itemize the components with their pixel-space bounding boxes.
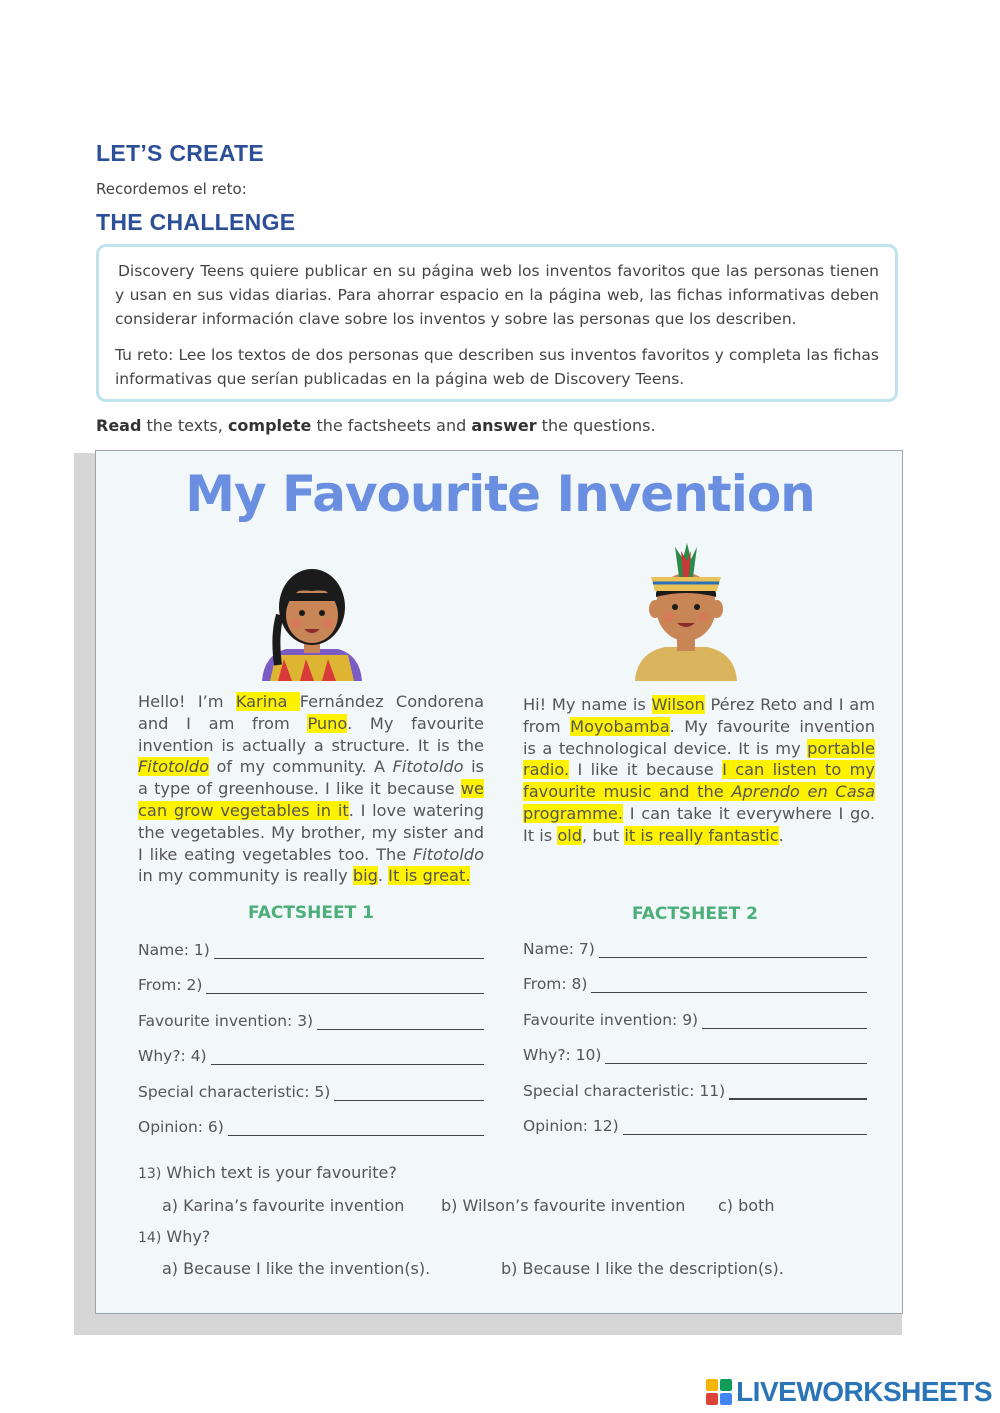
- fs2-opinion-label: Opinion: 12): [523, 1117, 619, 1135]
- karina-s7: in my community is really: [138, 866, 353, 886]
- instruction-line: [96, 416, 656, 435]
- q14-number: 14): [138, 1230, 162, 1246]
- karina-s3: . My favourite invention is actually a structure. It is the: [138, 713, 484, 755]
- question-13: [138, 1163, 397, 1182]
- wilson-why-highlight-1: I can listen to my favourite music and the: [523, 760, 875, 802]
- fs2-special-field[interactable]: [523, 1082, 867, 1100]
- fs1-special-label: Special characteristic: 5): [138, 1083, 331, 1101]
- wilson-s5: I can take it everywhere I go. It is: [523, 803, 875, 845]
- instr-text-1: the texts,: [141, 416, 228, 435]
- q14-text: Why?: [161, 1227, 211, 1246]
- logo-square-3: [706, 1393, 718, 1405]
- wilson-place-highlight: Moyobamba: [570, 716, 670, 736]
- fs2-from-label: From: 8): [523, 975, 588, 993]
- wilson-s4: I like it because: [569, 760, 723, 780]
- fs2-invention-label: Favourite invention: 9): [523, 1011, 699, 1029]
- fs1-invention-label: Favourite invention: 3): [138, 1012, 314, 1030]
- fs1-invention-field[interactable]: [138, 1012, 484, 1030]
- fs2-invention-line[interactable]: [702, 1014, 867, 1029]
- karina-inv3: Fitotoldo: [413, 844, 484, 864]
- karina-s2: Fernández Condorena and I am from: [138, 692, 485, 733]
- q14-option-a[interactable]: a) Because I like the invention(s).: [162, 1259, 431, 1278]
- fs1-opinion-field[interactable]: [138, 1118, 484, 1136]
- karina-opinion-highlight: It is great.: [388, 866, 471, 886]
- karina-why-highlight: we can grow vegetables in it: [138, 779, 484, 820]
- wilson-invention-highlight: portable radio.: [523, 738, 875, 780]
- instr-text-2: the factsheets and: [311, 416, 472, 435]
- q13-option-c[interactable]: c) both: [718, 1196, 775, 1215]
- instr-complete: complete: [227, 416, 312, 435]
- fs1-special-field[interactable]: [138, 1083, 484, 1101]
- fs1-from-label: From: 2): [138, 976, 203, 994]
- wilson-s1: Hi! My name is: [523, 695, 652, 714]
- fs2-special-label: Special characteristic: 11): [523, 1082, 726, 1100]
- q13-option-b[interactable]: b) Wilson’s favourite invention: [441, 1196, 686, 1215]
- karina-illustration: [256, 555, 368, 681]
- fs2-invention-field[interactable]: [523, 1011, 867, 1029]
- fs1-name-line[interactable]: [214, 944, 484, 959]
- karina-invention-highlight: Fitotoldo: [138, 757, 209, 777]
- fs1-opinion-label: Opinion: 6): [138, 1118, 224, 1136]
- karina-s4: of my community. A: [209, 757, 393, 777]
- wilson-s3: . My favourite invention is a technological device. It is my: [523, 716, 875, 758]
- wilson-s6: , but: [582, 825, 625, 845]
- fs2-opinion-line[interactable]: [623, 1120, 867, 1135]
- fs1-invention-line[interactable]: [317, 1015, 484, 1030]
- fs2-name-field[interactable]: [523, 940, 867, 958]
- karina-char-highlight: big: [352, 866, 378, 886]
- q14-option-b[interactable]: b) Because I like the description(s).: [501, 1259, 784, 1278]
- logo-mark-icon: [706, 1379, 732, 1405]
- fs2-why-line[interactable]: [605, 1049, 867, 1064]
- logo-square-2: [720, 1379, 732, 1391]
- logo-text: LIVEWORKSHEETS: [736, 1376, 992, 1407]
- karina-s5: is a type of greenhouse. I like it because: [138, 757, 484, 799]
- fs2-from-field[interactable]: [523, 975, 867, 993]
- karina-s1: Hello! I’m: [138, 692, 236, 711]
- fs2-special-line[interactable]: [729, 1084, 867, 1100]
- instr-read: Read: [96, 416, 142, 435]
- fs1-why-label: Why?: 4): [138, 1047, 207, 1065]
- fs1-opinion-line[interactable]: [228, 1121, 484, 1136]
- logo-square-1: [706, 1379, 718, 1391]
- karina-s6: . I love watering the vegetables. My brother, my sister and I like eating vegetables too. The: [138, 800, 485, 864]
- fs2-why-field[interactable]: [523, 1046, 867, 1064]
- wilson-why-highlight-2: programme.: [523, 803, 623, 823]
- karina-place-highlight: Puno: [307, 713, 348, 733]
- wilson-illustration: [631, 541, 741, 681]
- fs2-name-label: Name: 7): [523, 940, 595, 958]
- recordemos-label: Recordemos el reto:: [96, 180, 247, 198]
- fs2-name-line[interactable]: [599, 943, 867, 958]
- karina-s8: .: [377, 866, 389, 886]
- fs1-why-field[interactable]: [138, 1047, 484, 1065]
- wilson-name-highlight: Wilson: [651, 695, 705, 714]
- instr-text-3: the questions.: [536, 416, 656, 435]
- worksheet-panel: [95, 450, 903, 1314]
- q13-text: Which text is your favourite?: [161, 1163, 397, 1182]
- challenge-paragraph-1: Discovery Teens quiere publicar en su página web los inventos favoritos que las personas tienen y usan en sus vidas diarias. Para ahorrar espacio en la página web, las fichas informativas deben considerar información clave sobre los inventos y sobre las personas que los describen.: [115, 262, 879, 328]
- fs2-why-label: Why?: 10): [523, 1046, 602, 1064]
- factsheet-1-title: FACTSHEET 1: [248, 903, 374, 923]
- logo-square-4: [720, 1393, 732, 1405]
- wilson-s7: .: [778, 825, 784, 845]
- wilson-opinion-highlight: it is really fantastic: [624, 825, 779, 845]
- wilson-text: [523, 694, 875, 847]
- fs1-name-label: Name: 1): [138, 941, 210, 959]
- karina-inv2: Fitotoldo: [392, 757, 464, 777]
- lets-create-heading: LET’S CREATE: [96, 140, 265, 166]
- karina-name-highlight: Karina: [235, 692, 300, 711]
- fs1-why-line[interactable]: [211, 1050, 484, 1065]
- wilson-char-highlight: old: [557, 825, 583, 845]
- q13-number: 13): [138, 1166, 162, 1182]
- challenge-heading: THE CHALLENGE: [96, 209, 296, 235]
- wilson-why-italic: Aprendo en Casa: [731, 782, 875, 802]
- challenge-paragraph-2: Tu reto: Lee los textos de dos personas que describen sus inventos favoritos y completa las fichas informativas que serían publicadas en la página web de Discovery Teens.: [115, 346, 879, 388]
- liveworksheets-logo[interactable]: [706, 1376, 992, 1408]
- q13-option-a[interactable]: a) Karina’s favourite invention: [162, 1196, 405, 1215]
- fs1-from-field[interactable]: [138, 976, 484, 994]
- wilson-s2: Pérez Reto and I am from: [523, 695, 875, 736]
- fs2-from-line[interactable]: [591, 978, 867, 993]
- sheet-title: My Favourite Invention: [185, 465, 815, 523]
- factsheet-2-title: FACTSHEET 2: [632, 904, 758, 924]
- challenge-box: [96, 244, 898, 402]
- fs1-name-field[interactable]: [138, 941, 484, 959]
- karina-text: [138, 691, 484, 887]
- fs2-opinion-field[interactable]: [523, 1117, 867, 1135]
- fs1-special-line[interactable]: [334, 1086, 484, 1101]
- instr-answer: answer: [471, 416, 537, 435]
- question-14: [138, 1227, 210, 1246]
- fs1-from-line[interactable]: [206, 979, 484, 994]
